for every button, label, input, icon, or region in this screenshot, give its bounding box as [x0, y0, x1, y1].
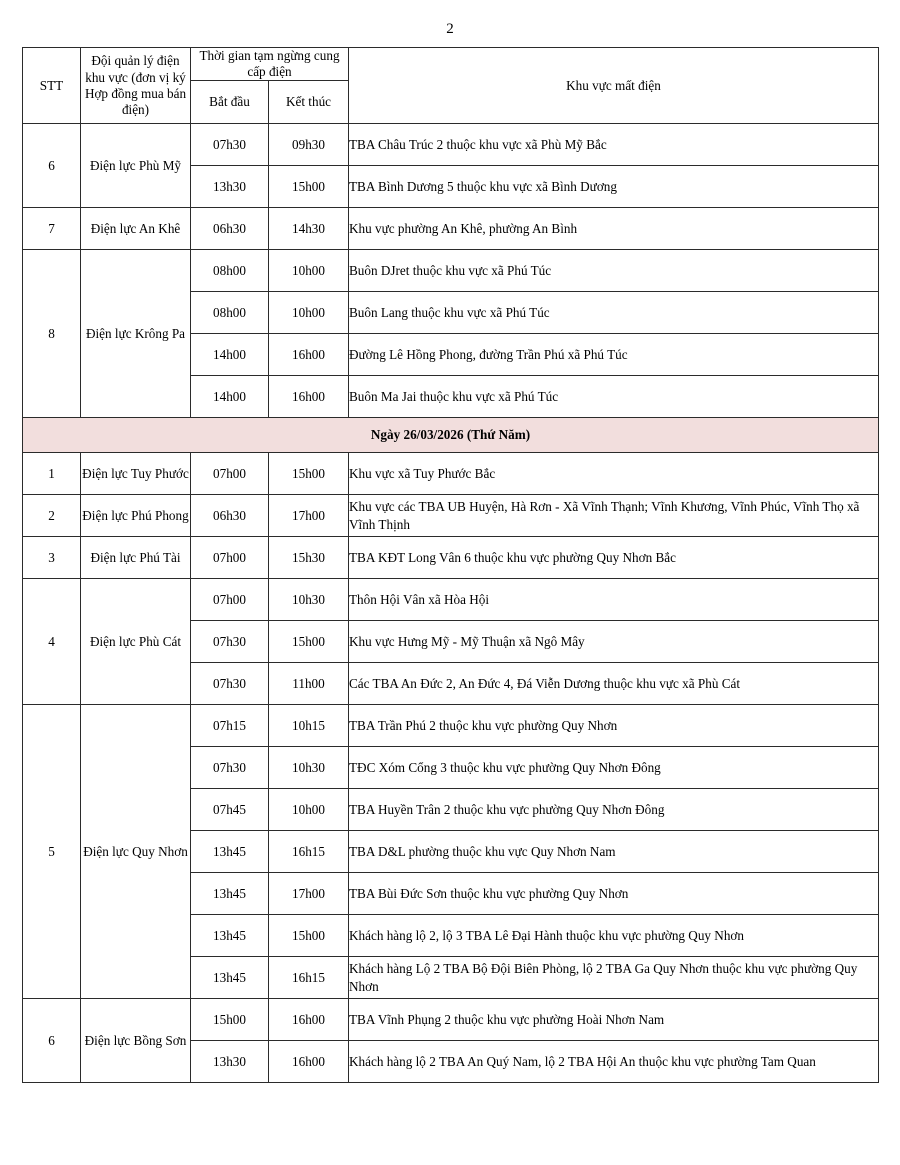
cell-area: Khách hàng lộ 2 TBA An Quý Nam, lộ 2 TBA Hội An thuộc khu vực phường Tam Quan — [349, 1041, 879, 1083]
table-row — [23, 453, 879, 495]
cell-start-time: 14h00 — [191, 334, 269, 376]
cell-team: Điện lực Phù Mỹ — [81, 124, 191, 208]
cell-start-time: 13h45 — [191, 873, 269, 915]
cell-start-time: 07h00 — [191, 537, 269, 579]
cell-start-time: 07h30 — [191, 621, 269, 663]
cell-end-time: 16h00 — [269, 376, 349, 418]
table-row — [23, 999, 879, 1041]
page-number: 2 — [446, 21, 454, 37]
power-outage-schedule-table — [22, 47, 879, 1083]
cell-end-time: 15h00 — [269, 621, 349, 663]
cell-start-time: 13h45 — [191, 915, 269, 957]
cell-end-time: 15h00 — [269, 453, 349, 495]
cell-end-time: 15h00 — [269, 915, 349, 957]
cell-start-time: 07h45 — [191, 789, 269, 831]
cell-stt: 5 — [23, 705, 81, 999]
cell-stt: 2 — [23, 495, 81, 537]
cell-start-time: 06h30 — [191, 208, 269, 250]
date-divider-row — [23, 418, 879, 453]
cell-end-time: 10h30 — [269, 579, 349, 621]
column-header-time-group: Thời gian tạm ngừng cung cấp điện — [191, 48, 349, 81]
cell-area: Buôn DJret thuộc khu vực xã Phú Túc — [349, 250, 879, 292]
table-row — [23, 208, 879, 250]
header-row-top — [23, 48, 879, 81]
cell-stt: 6 — [23, 124, 81, 208]
cell-end-time: 16h00 — [269, 1041, 349, 1083]
cell-team: Điện lực Bồng Sơn — [81, 999, 191, 1083]
cell-team: Điện lực Tuy Phước — [81, 453, 191, 495]
column-header-stt: STT — [23, 48, 81, 124]
cell-end-time: 16h15 — [269, 957, 349, 999]
cell-end-time: 16h15 — [269, 831, 349, 873]
cell-area: TBA Bùi Đức Sơn thuộc khu vực phường Quy Nhơn — [349, 873, 879, 915]
cell-start-time: 15h00 — [191, 999, 269, 1041]
cell-area: Thôn Hội Vân xã Hòa Hội — [349, 579, 879, 621]
cell-area: Khu vực phường An Khê, phường An Bình — [349, 208, 879, 250]
cell-area: TBA Bình Dương 5 thuộc khu vực xã Bình Dương — [349, 166, 879, 208]
cell-team: Điện lực Phú Phong — [81, 495, 191, 537]
cell-start-time: 07h30 — [191, 747, 269, 789]
cell-area: Khu vực các TBA UB Huyện, Hà Rơn - Xã Vĩnh Thạnh; Vĩnh Khương, Vĩnh Phúc, Vĩnh Thọ xã Vĩnh Thịnh — [349, 495, 879, 537]
cell-area: TBA Huyền Trân 2 thuộc khu vực phường Quy Nhơn Đông — [349, 789, 879, 831]
table-row — [23, 705, 879, 747]
cell-area: Khách hàng lộ 2, lộ 3 TBA Lê Đại Hành thuộc khu vực phường Quy Nhơn — [349, 915, 879, 957]
cell-end-time: 17h00 — [269, 873, 349, 915]
cell-area: Khu vực xã Tuy Phước Bắc — [349, 453, 879, 495]
cell-end-time: 16h00 — [269, 334, 349, 376]
cell-area: Buôn Ma Jai thuộc khu vực xã Phú Túc — [349, 376, 879, 418]
cell-stt: 4 — [23, 579, 81, 705]
column-header-team: Đội quản lý điện khu vực (đơn vị ký Hợp đồng mua bán điện) — [81, 48, 191, 124]
cell-team: Điện lực An Khê — [81, 208, 191, 250]
cell-end-time: 10h00 — [269, 292, 349, 334]
cell-start-time: 13h45 — [191, 957, 269, 999]
cell-area: Khu vực Hưng Mỹ - Mỹ Thuận xã Ngô Mây — [349, 621, 879, 663]
cell-stt: 8 — [23, 250, 81, 418]
cell-area: TBA D&L phường thuộc khu vực Quy Nhơn Nam — [349, 831, 879, 873]
cell-end-time: 15h00 — [269, 166, 349, 208]
cell-end-time: 15h30 — [269, 537, 349, 579]
cell-start-time: 08h00 — [191, 292, 269, 334]
cell-team: Điện lực Krông Pa — [81, 250, 191, 418]
cell-start-time: 07h00 — [191, 453, 269, 495]
cell-start-time: 13h30 — [191, 166, 269, 208]
cell-start-time: 07h30 — [191, 124, 269, 166]
cell-end-time: 14h30 — [269, 208, 349, 250]
cell-start-time: 14h00 — [191, 376, 269, 418]
cell-end-time: 09h30 — [269, 124, 349, 166]
table-row — [23, 537, 879, 579]
cell-start-time: 06h30 — [191, 495, 269, 537]
cell-stt: 3 — [23, 537, 81, 579]
cell-area: TBA KĐT Long Vân 6 thuộc khu vực phường Quy Nhơn Bắc — [349, 537, 879, 579]
cell-end-time: 10h30 — [269, 747, 349, 789]
cell-team: Điện lực Quy Nhơn — [81, 705, 191, 999]
column-header-end-time: Kết thúc — [269, 81, 349, 124]
column-header-start-time: Bắt đầu — [191, 81, 269, 124]
cell-end-time: 10h00 — [269, 789, 349, 831]
cell-start-time: 08h00 — [191, 250, 269, 292]
cell-area: TĐC Xóm Cổng 3 thuộc khu vực phường Quy Nhơn Đông — [349, 747, 879, 789]
cell-area: Đường Lê Hồng Phong, đường Trần Phú xã Phú Túc — [349, 334, 879, 376]
cell-area: TBA Châu Trúc 2 thuộc khu vực xã Phù Mỹ Bắc — [349, 124, 879, 166]
cell-start-time: 13h30 — [191, 1041, 269, 1083]
cell-start-time: 07h00 — [191, 579, 269, 621]
cell-end-time: 10h00 — [269, 250, 349, 292]
cell-area: TBA Vĩnh Phụng 2 thuộc khu vực phường Hoài Nhơn Nam — [349, 999, 879, 1041]
table-row — [23, 250, 879, 292]
cell-team: Điện lực Phú Tài — [81, 537, 191, 579]
cell-stt: 6 — [23, 999, 81, 1083]
cell-start-time: 13h45 — [191, 831, 269, 873]
cell-end-time: 17h00 — [269, 495, 349, 537]
cell-area: Buôn Lang thuộc khu vực xã Phú Túc — [349, 292, 879, 334]
cell-team: Điện lực Phù Cát — [81, 579, 191, 705]
table-row — [23, 495, 879, 537]
cell-stt: 1 — [23, 453, 81, 495]
cell-area: Các TBA An Đức 2, An Đức 4, Đá Viễn Dương thuộc khu vực xã Phù Cát — [349, 663, 879, 705]
table-header — [23, 48, 879, 124]
table-row — [23, 124, 879, 166]
cell-stt: 7 — [23, 208, 81, 250]
cell-start-time: 07h15 — [191, 705, 269, 747]
cell-start-time: 07h30 — [191, 663, 269, 705]
cell-area: TBA Trần Phú 2 thuộc khu vực phường Quy Nhơn — [349, 705, 879, 747]
cell-end-time: 10h15 — [269, 705, 349, 747]
date-divider-label: Ngày 26/03/2026 (Thứ Năm) — [23, 418, 879, 453]
table-row — [23, 579, 879, 621]
cell-end-time: 16h00 — [269, 999, 349, 1041]
cell-end-time: 11h00 — [269, 663, 349, 705]
cell-area: Khách hàng Lộ 2 TBA Bộ Đội Biên Phòng, lộ 2 TBA Ga Quy Nhơn thuộc khu vực phường Quy Nhơn — [349, 957, 879, 999]
table-body — [23, 124, 879, 1083]
column-header-area: Khu vực mất điện — [349, 48, 879, 124]
